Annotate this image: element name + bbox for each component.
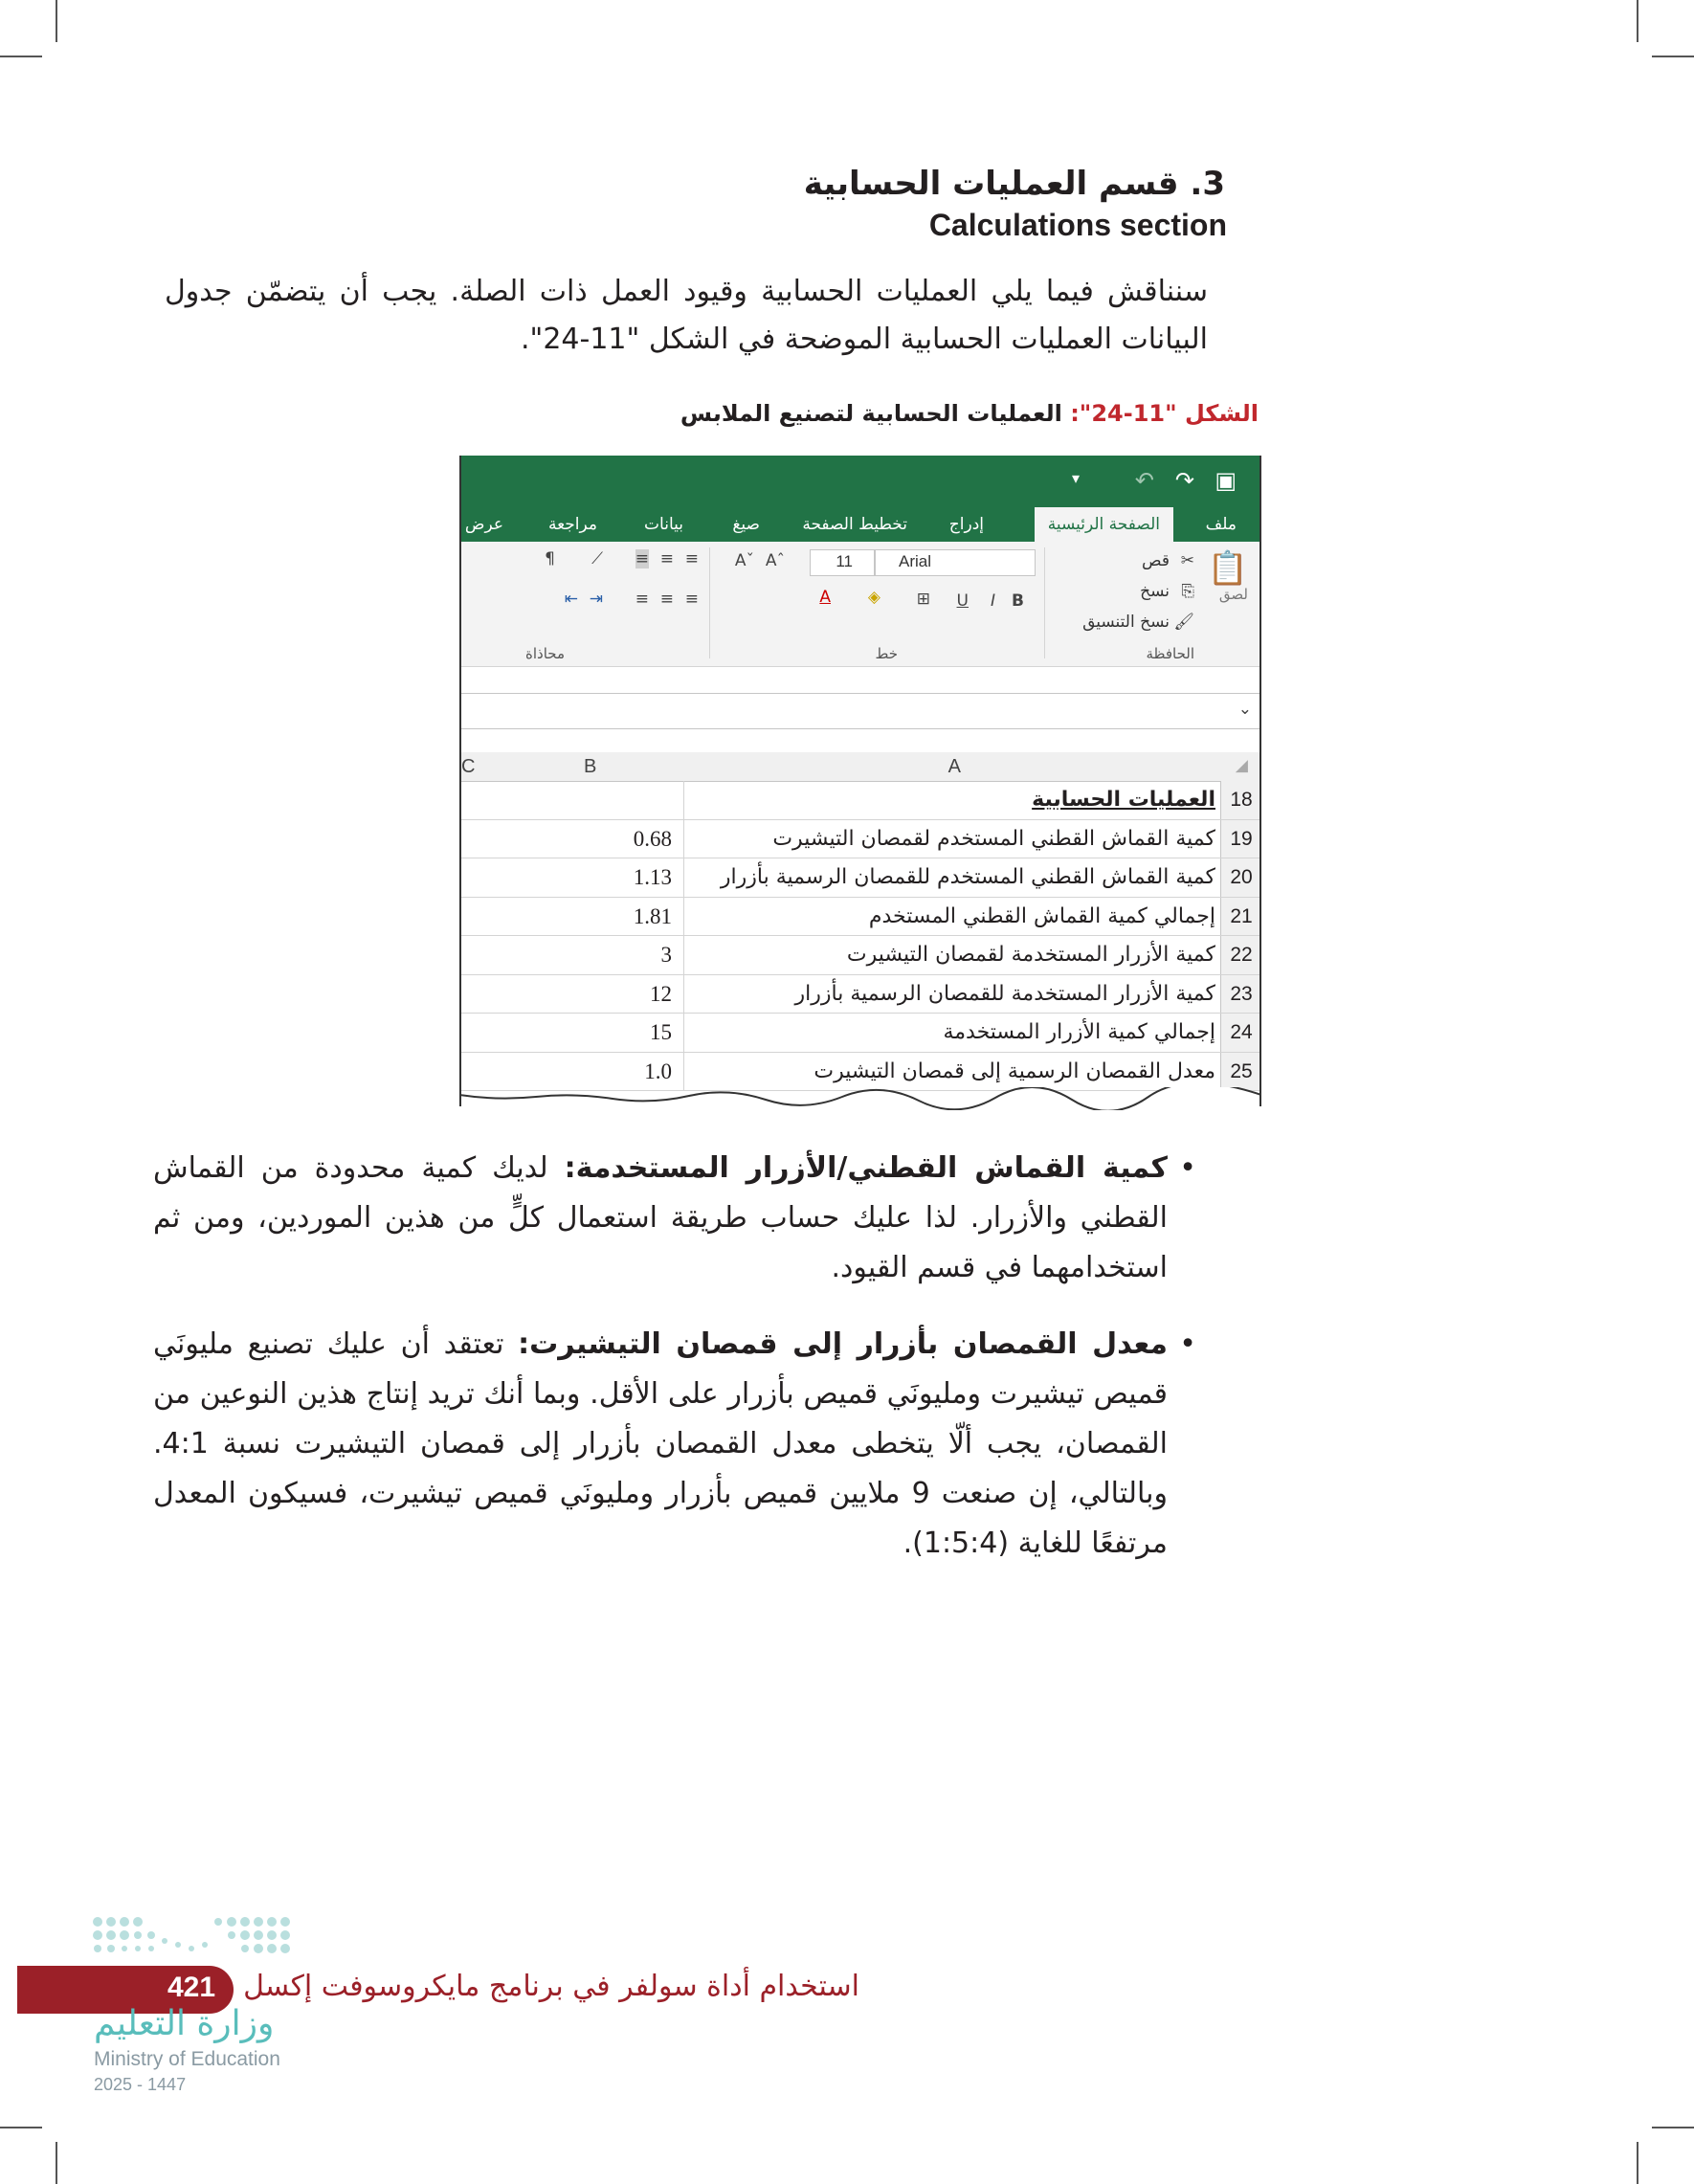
cell-label[interactable]: العمليات الحسابية bbox=[683, 781, 1219, 819]
crop-mark bbox=[1637, 0, 1638, 42]
table-row bbox=[459, 820, 1261, 859]
crop-mark bbox=[1652, 56, 1694, 57]
increase-font-icon[interactable]: Aˆ bbox=[765, 551, 785, 570]
table-row bbox=[459, 1014, 1261, 1053]
align-center-icon[interactable]: ≡ bbox=[659, 590, 674, 609]
table-row bbox=[459, 1053, 1261, 1092]
table-row bbox=[459, 898, 1261, 937]
cell-label[interactable]: كمية الأزرار المستخدمة للقمصان الرسمية بأزرار bbox=[683, 975, 1219, 1014]
list-item bbox=[153, 1320, 1196, 1569]
crop-mark bbox=[56, 2142, 57, 2184]
tab-data[interactable]: بيانات bbox=[644, 515, 683, 534]
font-group-label: خط bbox=[875, 645, 898, 662]
fill-color-icon[interactable]: ◈ bbox=[867, 588, 880, 607]
section-heading-english: Calculations section bbox=[928, 208, 1227, 242]
underline-icon[interactable]: U bbox=[956, 591, 969, 611]
cell-label[interactable]: كمية القماش القطني المستخدم لقمصان التيشيرت bbox=[683, 820, 1219, 858]
bullet-term: كمية القماش القطني/الأزرار المستخدمة: bbox=[564, 1151, 1168, 1185]
excel-screenshot bbox=[459, 456, 1261, 1106]
figure-border bbox=[1259, 456, 1261, 1106]
bullet-text: لديك كمية محدودة من القماش القطني والأزرار. لذا عليك حساب طريقة استعمال كلٍّ من هذين الموردين، ومن ثم استخدامهما في قسم القيود. bbox=[153, 1151, 1168, 1284]
cell-value[interactable]: 12 bbox=[459, 975, 678, 1014]
font-size-box[interactable] bbox=[810, 549, 875, 576]
figure-caption-label: الشكل "11-24": bbox=[1070, 400, 1259, 427]
cell-label[interactable]: معدل القمصان الرسمية إلى قمصان التيشيرت bbox=[683, 1053, 1219, 1091]
tab-formulas[interactable]: صيغ bbox=[732, 515, 760, 534]
footer-title: استخدام أداة سولفر في برنامج مايكروسوفت إكسل bbox=[243, 1970, 859, 2003]
group-divider bbox=[1044, 547, 1045, 658]
font-name-value: Arial bbox=[899, 552, 932, 570]
format-painter-icon: 🖌 bbox=[1173, 613, 1194, 632]
table-row bbox=[459, 975, 1261, 1014]
align-middle-icon[interactable]: ≡ bbox=[659, 549, 674, 568]
excel-title-bar bbox=[459, 456, 1261, 507]
font-color-icon[interactable]: A bbox=[819, 588, 831, 607]
borders-icon[interactable]: ⊞ bbox=[916, 590, 930, 609]
decrease-font-icon[interactable]: Aˇ bbox=[734, 551, 754, 570]
cell-label[interactable]: إجمالي كمية الأزرار المستخدمة bbox=[683, 1014, 1219, 1052]
crop-mark bbox=[0, 2127, 42, 2128]
cell-value[interactable]: 0.68 bbox=[459, 820, 678, 858]
copy-button[interactable]: نسخ bbox=[1140, 582, 1170, 601]
tab-page-layout[interactable]: تخطيط الصفحة bbox=[802, 515, 907, 534]
cell-value[interactable] bbox=[459, 781, 678, 819]
row-number[interactable]: 23 bbox=[1220, 975, 1261, 1014]
bullet-text: تعتقد أن عليك تصنيع مليونَي قميص تيشيرت ومليونَي قميص بأزرار على الأقل. وبما أنك تريد إنتاج هذين النوعين من القمصان، يجب ألّا يتخطى معدل القمصان بأزرار إلى قمصان التيشيرت نسبة 4:1. وبالتالي، إن صنعت 9 ملايين قميص بأزرار ومليونَي قميص تيشيرت، فسيكون المعدل مرتفعًا للغاية (1:5:4). bbox=[153, 1327, 1168, 1560]
row-number[interactable]: 22 bbox=[1220, 936, 1261, 974]
expand-formula-icon[interactable]: ⌄ bbox=[1237, 700, 1252, 719]
tab-insert[interactable]: إدراج bbox=[948, 515, 984, 534]
cell-value[interactable]: 1.13 bbox=[459, 858, 678, 897]
italic-icon[interactable]: I bbox=[990, 591, 995, 611]
quick-access-menu-icon[interactable]: ▾ bbox=[1071, 469, 1080, 487]
column-headers bbox=[459, 752, 1261, 782]
tab-home[interactable]: الصفحة الرئيسية bbox=[1035, 507, 1173, 542]
format-painter-button[interactable]: نسخ التنسيق bbox=[1082, 613, 1170, 632]
crop-mark bbox=[1652, 2127, 1694, 2128]
bold-icon[interactable]: B bbox=[1012, 591, 1024, 611]
figure-caption-text: العمليات الحسابية لتصنيع الملابس bbox=[680, 400, 1062, 427]
orientation-icon[interactable]: ⟋ bbox=[591, 549, 603, 568]
tab-view[interactable]: عرض bbox=[464, 515, 503, 534]
cell-label[interactable]: كمية القماش القطني المستخدم للقمصان الرسمية بأزرار bbox=[683, 858, 1219, 897]
cell-label[interactable]: كمية الأزرار المستخدمة لقمصان التيشيرت bbox=[683, 936, 1219, 974]
clipboard-group-label: الحافظة bbox=[1146, 645, 1194, 662]
crop-mark bbox=[1637, 2142, 1638, 2184]
align-top-icon[interactable]: ≡ bbox=[684, 549, 699, 568]
font-name-box[interactable] bbox=[875, 549, 1036, 576]
alignment-group-label: محاذاة bbox=[525, 645, 565, 662]
intro-paragraph: سنناقش فيما يلي العمليات الحسابية وقيود العمل ذات الصلة. يجب أن يتضمّن جدول البيانات العمليات الحسابية الموضحة في الشكل "11-24". bbox=[165, 275, 1208, 356]
row-number[interactable]: 20 bbox=[1220, 858, 1261, 897]
ribbon-tabs bbox=[459, 507, 1261, 542]
paste-icon[interactable]: 📋 bbox=[1207, 549, 1248, 588]
bullet-term: معدل القمصان بأزرار إلى قمصان التيشيرت: bbox=[518, 1327, 1168, 1361]
ministry-logo-english: Ministry of Education bbox=[94, 2048, 280, 2070]
save-icon[interactable]: ▣ bbox=[1215, 467, 1237, 494]
tab-review[interactable]: مراجعة bbox=[547, 515, 597, 534]
cut-button[interactable]: قص bbox=[1142, 551, 1170, 570]
text-direction-icon[interactable]: ¶ bbox=[545, 549, 555, 568]
section-heading-arabic: 3. قسم العمليات الحسابية bbox=[803, 165, 1225, 203]
crop-mark bbox=[0, 56, 42, 57]
indent-icon[interactable]: ⇥ bbox=[589, 590, 603, 609]
column-c-header[interactable]: C bbox=[461, 756, 476, 777]
align-right-icon[interactable]: ≡ bbox=[684, 590, 699, 609]
spreadsheet-grid bbox=[459, 781, 1261, 1091]
table-row bbox=[459, 936, 1261, 975]
row-number[interactable]: 25 bbox=[1220, 1053, 1261, 1091]
paste-button[interactable]: لصق bbox=[1218, 586, 1248, 603]
cell-value[interactable]: 1.81 bbox=[459, 898, 678, 936]
table-row bbox=[459, 781, 1261, 820]
copy-icon: ⎘ bbox=[1181, 582, 1194, 601]
bullet-list bbox=[153, 1144, 1196, 1595]
cell-label[interactable]: إجمالي كمية القماش القطني المستخدم bbox=[683, 898, 1219, 936]
row-number[interactable]: 18 bbox=[1220, 781, 1261, 819]
align-left-icon[interactable]: ≡ bbox=[635, 590, 649, 609]
column-a-header[interactable]: A bbox=[947, 756, 961, 777]
formula-bar[interactable] bbox=[459, 693, 1259, 729]
cell-value[interactable]: 1.0 bbox=[459, 1053, 678, 1091]
undo-icon[interactable]: ↶ bbox=[1134, 467, 1154, 494]
align-bottom-icon[interactable]: ≡ bbox=[635, 549, 649, 568]
select-all-icon[interactable]: ◢ bbox=[1235, 756, 1248, 774]
list-item bbox=[153, 1144, 1196, 1293]
tab-file[interactable]: ملف bbox=[1205, 515, 1237, 534]
row-number[interactable]: 19 bbox=[1220, 820, 1261, 858]
column-b-header[interactable]: B bbox=[584, 756, 597, 777]
font-size-value: 11 bbox=[836, 552, 853, 570]
figure-caption bbox=[680, 400, 1259, 427]
crop-mark bbox=[56, 0, 57, 42]
cell-value[interactable]: 15 bbox=[459, 1014, 678, 1052]
ministry-logo-dots bbox=[92, 1916, 302, 1970]
ribbon-home bbox=[459, 542, 1261, 667]
ministry-logo-arabic: وزارة التعليم bbox=[94, 2004, 275, 2043]
group-divider bbox=[709, 547, 710, 658]
outdent-icon[interactable]: ⇤ bbox=[564, 590, 578, 609]
edition-year: 2025 - 1447 bbox=[94, 2075, 187, 2094]
row-number[interactable]: 21 bbox=[1220, 898, 1261, 936]
row-number[interactable]: 24 bbox=[1220, 1014, 1261, 1052]
cell-value[interactable]: 3 bbox=[459, 936, 678, 974]
torn-edge-bottom bbox=[459, 1087, 1261, 1110]
table-row bbox=[459, 858, 1261, 898]
page-number: 421 bbox=[167, 1972, 216, 2003]
cut-icon: ✂ bbox=[1180, 551, 1194, 570]
redo-icon[interactable]: ↷ bbox=[1174, 467, 1194, 494]
figure-border bbox=[459, 456, 461, 1106]
